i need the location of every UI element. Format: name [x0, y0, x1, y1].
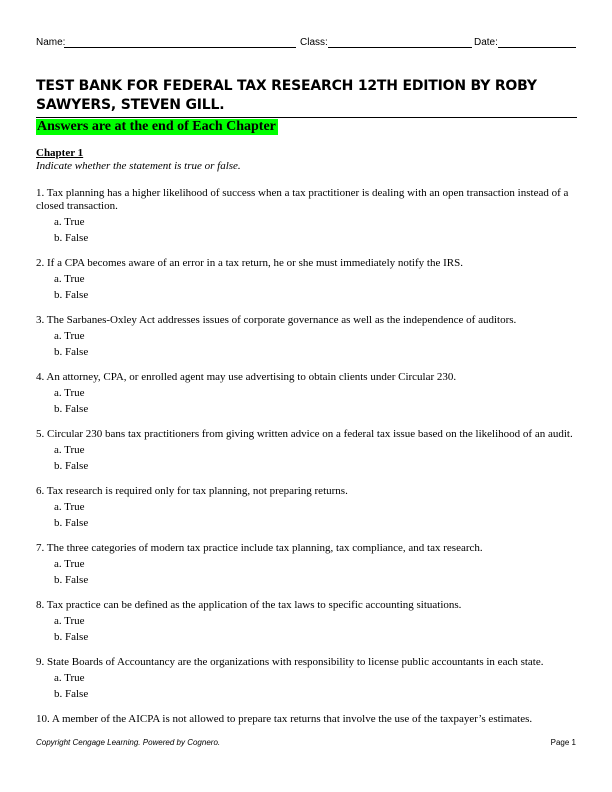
question-text: 7. The three categories of modern tax practice include tax planning, tax compliance, and tax research.: [36, 542, 483, 554]
date-field-line: [498, 47, 576, 48]
option-false: b. False: [54, 517, 89, 529]
option-true: a. True: [54, 558, 85, 570]
option-false: b. False: [54, 289, 89, 301]
class-label: Class:: [300, 37, 328, 48]
question-8: [36, 599, 581, 645]
student-info-header: [36, 36, 576, 50]
option-false: b. False: [54, 403, 89, 415]
date-label: Date:: [474, 37, 498, 48]
document-title: TEST BANK FOR FEDERAL TAX RESEARCH 12TH EDITION BY ROBY SAWYERS, STEVEN GILL.: [36, 78, 537, 113]
title-divider: [36, 117, 577, 118]
page-number: Page 1: [550, 738, 576, 747]
question-text: 1. Tax planning has a higher likelihood of success when a tax practitioner is dealing with an open transaction instead of a closed transaction.: [36, 187, 569, 212]
option-false: b. False: [54, 688, 89, 700]
question-9: [36, 656, 581, 702]
question-6: [36, 485, 581, 531]
option-false: b. False: [54, 346, 89, 358]
class-field-line: [328, 47, 472, 48]
name-label: Name:: [36, 37, 66, 48]
question-text: 3. The Sarbanes-Oxley Act addresses issues of corporate governance as well as the independence of auditors.: [36, 314, 517, 326]
instructions-text: Indicate whether the statement is true or false.: [36, 160, 241, 172]
copyright-footer: Copyright Cengage Learning. Powered by Cognero.: [36, 738, 221, 747]
option-false: b. False: [54, 574, 89, 586]
option-true: a. True: [54, 615, 85, 627]
option-false: b. False: [54, 460, 89, 472]
chapter-heading: Chapter 1: [36, 147, 84, 159]
option-true: a. True: [54, 273, 85, 285]
option-true: a. True: [54, 387, 85, 399]
option-false: b. False: [54, 232, 89, 244]
question-text: 6. Tax research is required only for tax planning, not preparing returns.: [36, 485, 348, 497]
option-true: a. True: [54, 444, 85, 456]
option-false: b. False: [54, 631, 89, 643]
answers-banner: Answers are at the end of Each Chapter: [37, 119, 276, 134]
option-true: a. True: [54, 672, 85, 684]
question-1: [36, 187, 581, 246]
question-3: [36, 314, 581, 360]
question-5: [36, 428, 581, 474]
question-7: [36, 542, 581, 588]
question-text: 2. If a CPA becomes aware of an error in a tax return, he or she must immediately notify the IRS.: [36, 257, 463, 269]
question-2: [36, 257, 581, 303]
question-text: 9. State Boards of Accountancy are the organizations with responsibility to license public accountants in each state.: [36, 656, 544, 668]
option-true: a. True: [54, 501, 85, 513]
question-text: 8. Tax practice can be defined as the application of the tax laws to specific accounting situations.: [36, 599, 462, 611]
question-10: [36, 713, 581, 726]
question-text: 5. Circular 230 bans tax practitioners from giving written advice on a federal tax issue based on the likelihood of an audit.: [36, 428, 573, 440]
question-4: [36, 371, 581, 417]
question-text: 4. An attorney, CPA, or enrolled agent may use advertising to obtain clients under Circular 230.: [36, 371, 457, 383]
question-text: 10. A member of the AICPA is not allowed to prepare tax returns that involve the use of the taxpayer’s estimates.: [36, 713, 533, 725]
option-true: a. True: [54, 216, 85, 228]
option-true: a. True: [54, 330, 85, 342]
name-field-line: [64, 47, 296, 48]
